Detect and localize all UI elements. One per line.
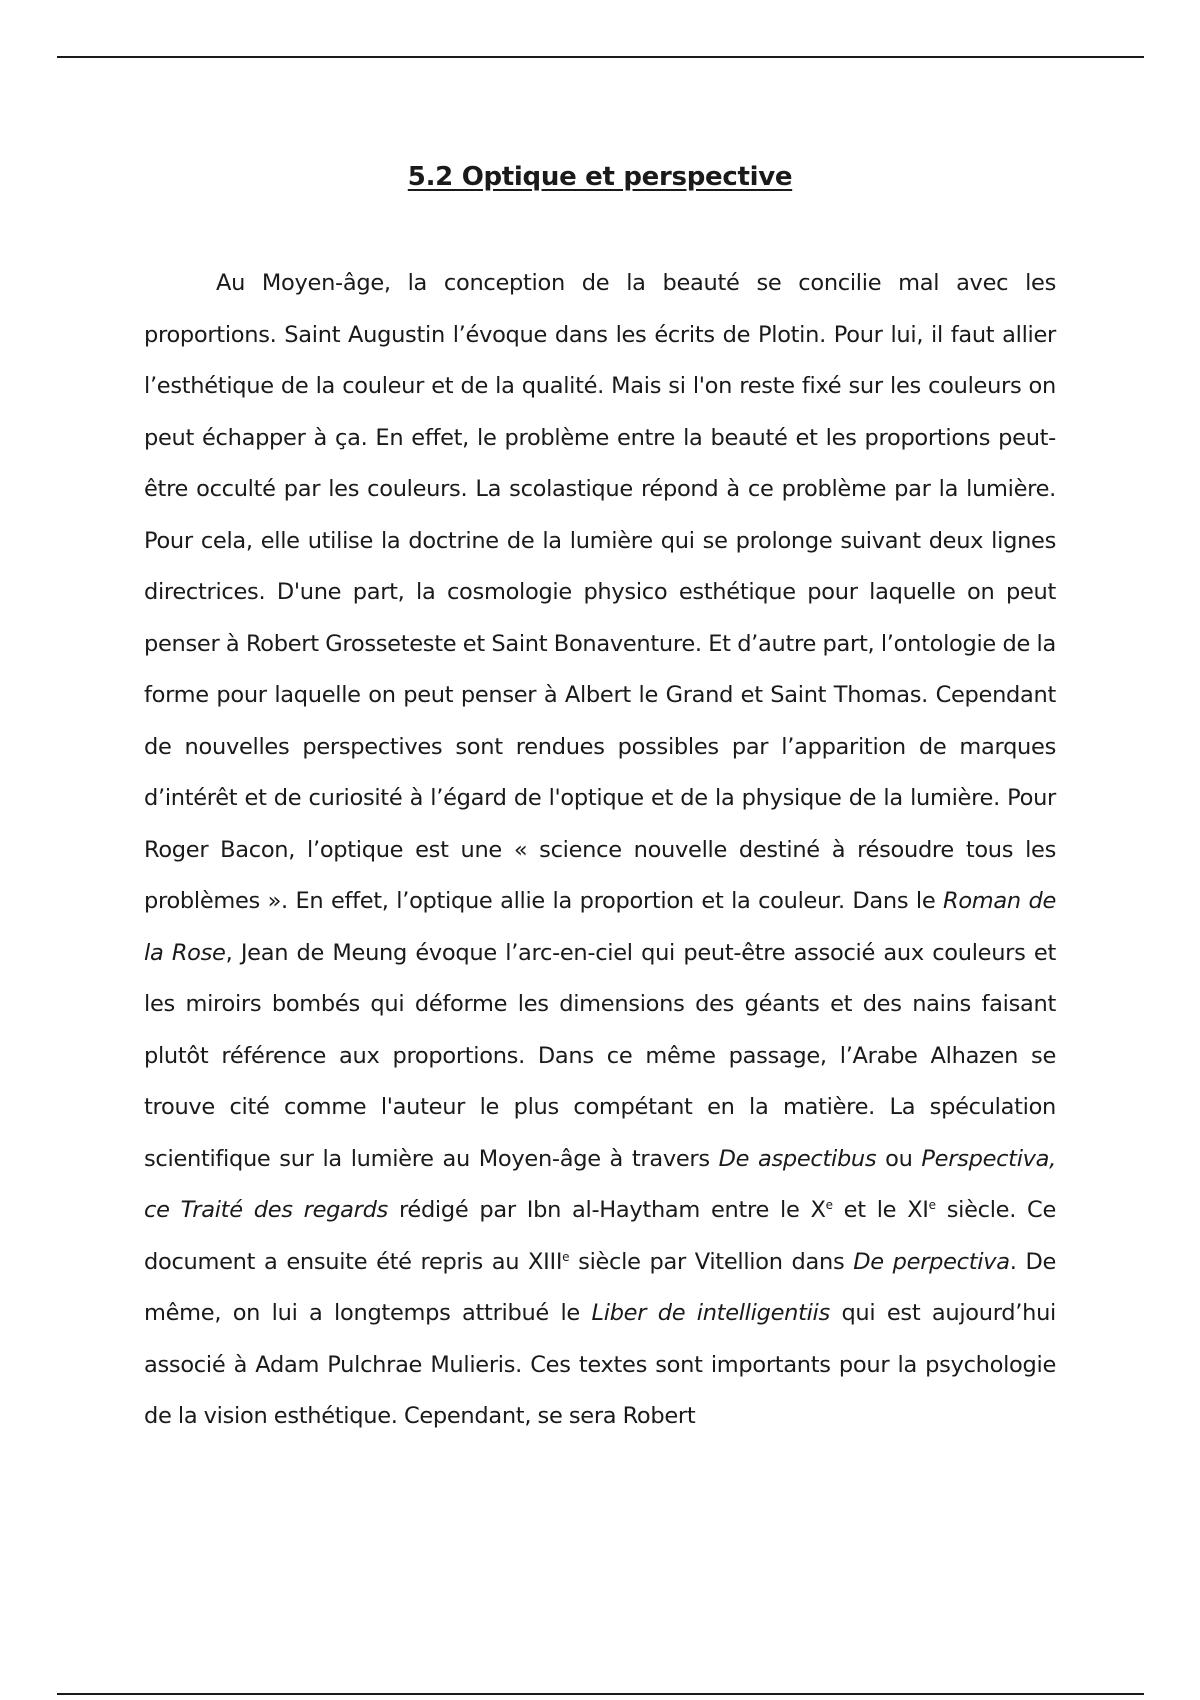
text-run: , Jean de Meung évoque l’arc-en-ciel qui peut-être associé aux couleurs et les miroirs bombés qui déforme les dimensions des géants et des nains faisant plutôt référence aux proportions. Dans ce même passage, l’Arabe Alhazen se trouve cité comme l'auteur le plus compétant en la matière. La spéculation scientifique sur la lumière au Moyen-âge à travers [144, 939, 1056, 1172]
italic-title-liber-de-intelligentiis: Liber de intelligentiis [591, 1300, 830, 1326]
text-run: rédigé par Ibn al-Haytham entre le X [398, 1197, 826, 1223]
text-run: siècle par Vitellion dans [578, 1248, 845, 1275]
superscript: e [562, 1249, 570, 1264]
superscript: e [825, 1198, 833, 1212]
section-title: 5.2 Optique et perspective [407, 162, 793, 193]
text-run: ou [885, 1145, 913, 1172]
header-rule [57, 56, 1144, 58]
footer-rule [57, 1693, 1144, 1695]
superscript: e [928, 1198, 936, 1212]
body-paragraph [144, 258, 1056, 1443]
italic-title-de-aspectibus: De aspectibus [718, 1145, 877, 1172]
italic-title-roman-de-la-rose: Roman de la Rose [144, 888, 1056, 966]
italic-title-de-perpectiva: De perpectiva [853, 1248, 1010, 1275]
text-run: qui est aujourd’hui associé à Adam Pulchrae Mulieris. Ces textes sont importants pour la psychologie de la vision esthétique. Cependant, se sera Robert [144, 1300, 1056, 1429]
text-run: siècle. Ce document a ensuite été repris au XIII [144, 1197, 1056, 1275]
italic-title-perspectiva: Perspectiva, ce Traité des regards [144, 1145, 1057, 1223]
text-run: et le XI [843, 1197, 929, 1223]
text-run: Au Moyen-âge, la conception de la beauté se concilie mal avec les proportions. Saint Augustin l’évoque dans les écrits de Plotin. Pour lui, il faut allier l’esthétique de la couleur et de la qualité. Mais si l'on reste fixé sur les couleurs on peut échapper à ça. En effet, le problème entre la beauté et les proportions peut-être occulté par les couleurs. La scolastique répond à ce problème par la lumière. Pour cela, elle utilise la doctrine de la lumière qui se prolonge suivant deux lignes directrices. D'une part, la cosmologie physico esthétique pour laquelle on peut penser à Robert Grosseteste et Saint Bonaventure. Et d’autre part, l’ontologie de la forme pour laquelle on peut penser à Albert le Grand et Saint Thomas. Cependant de nouvelles perspectives sont rendues possibles par l’apparition de marques d’intérêt et de curiosité à l’égard de l'optique et de la physique de la lumière. Pour Roger Bacon, l’optique est une « science nouvelle destiné à résoudre tous les problèmes ». En effet, l’optique allie la proportion et la couleur. Dans le [144, 270, 1056, 914]
text-run: . De même, on lui a longtemps attribué le [144, 1248, 1057, 1326]
